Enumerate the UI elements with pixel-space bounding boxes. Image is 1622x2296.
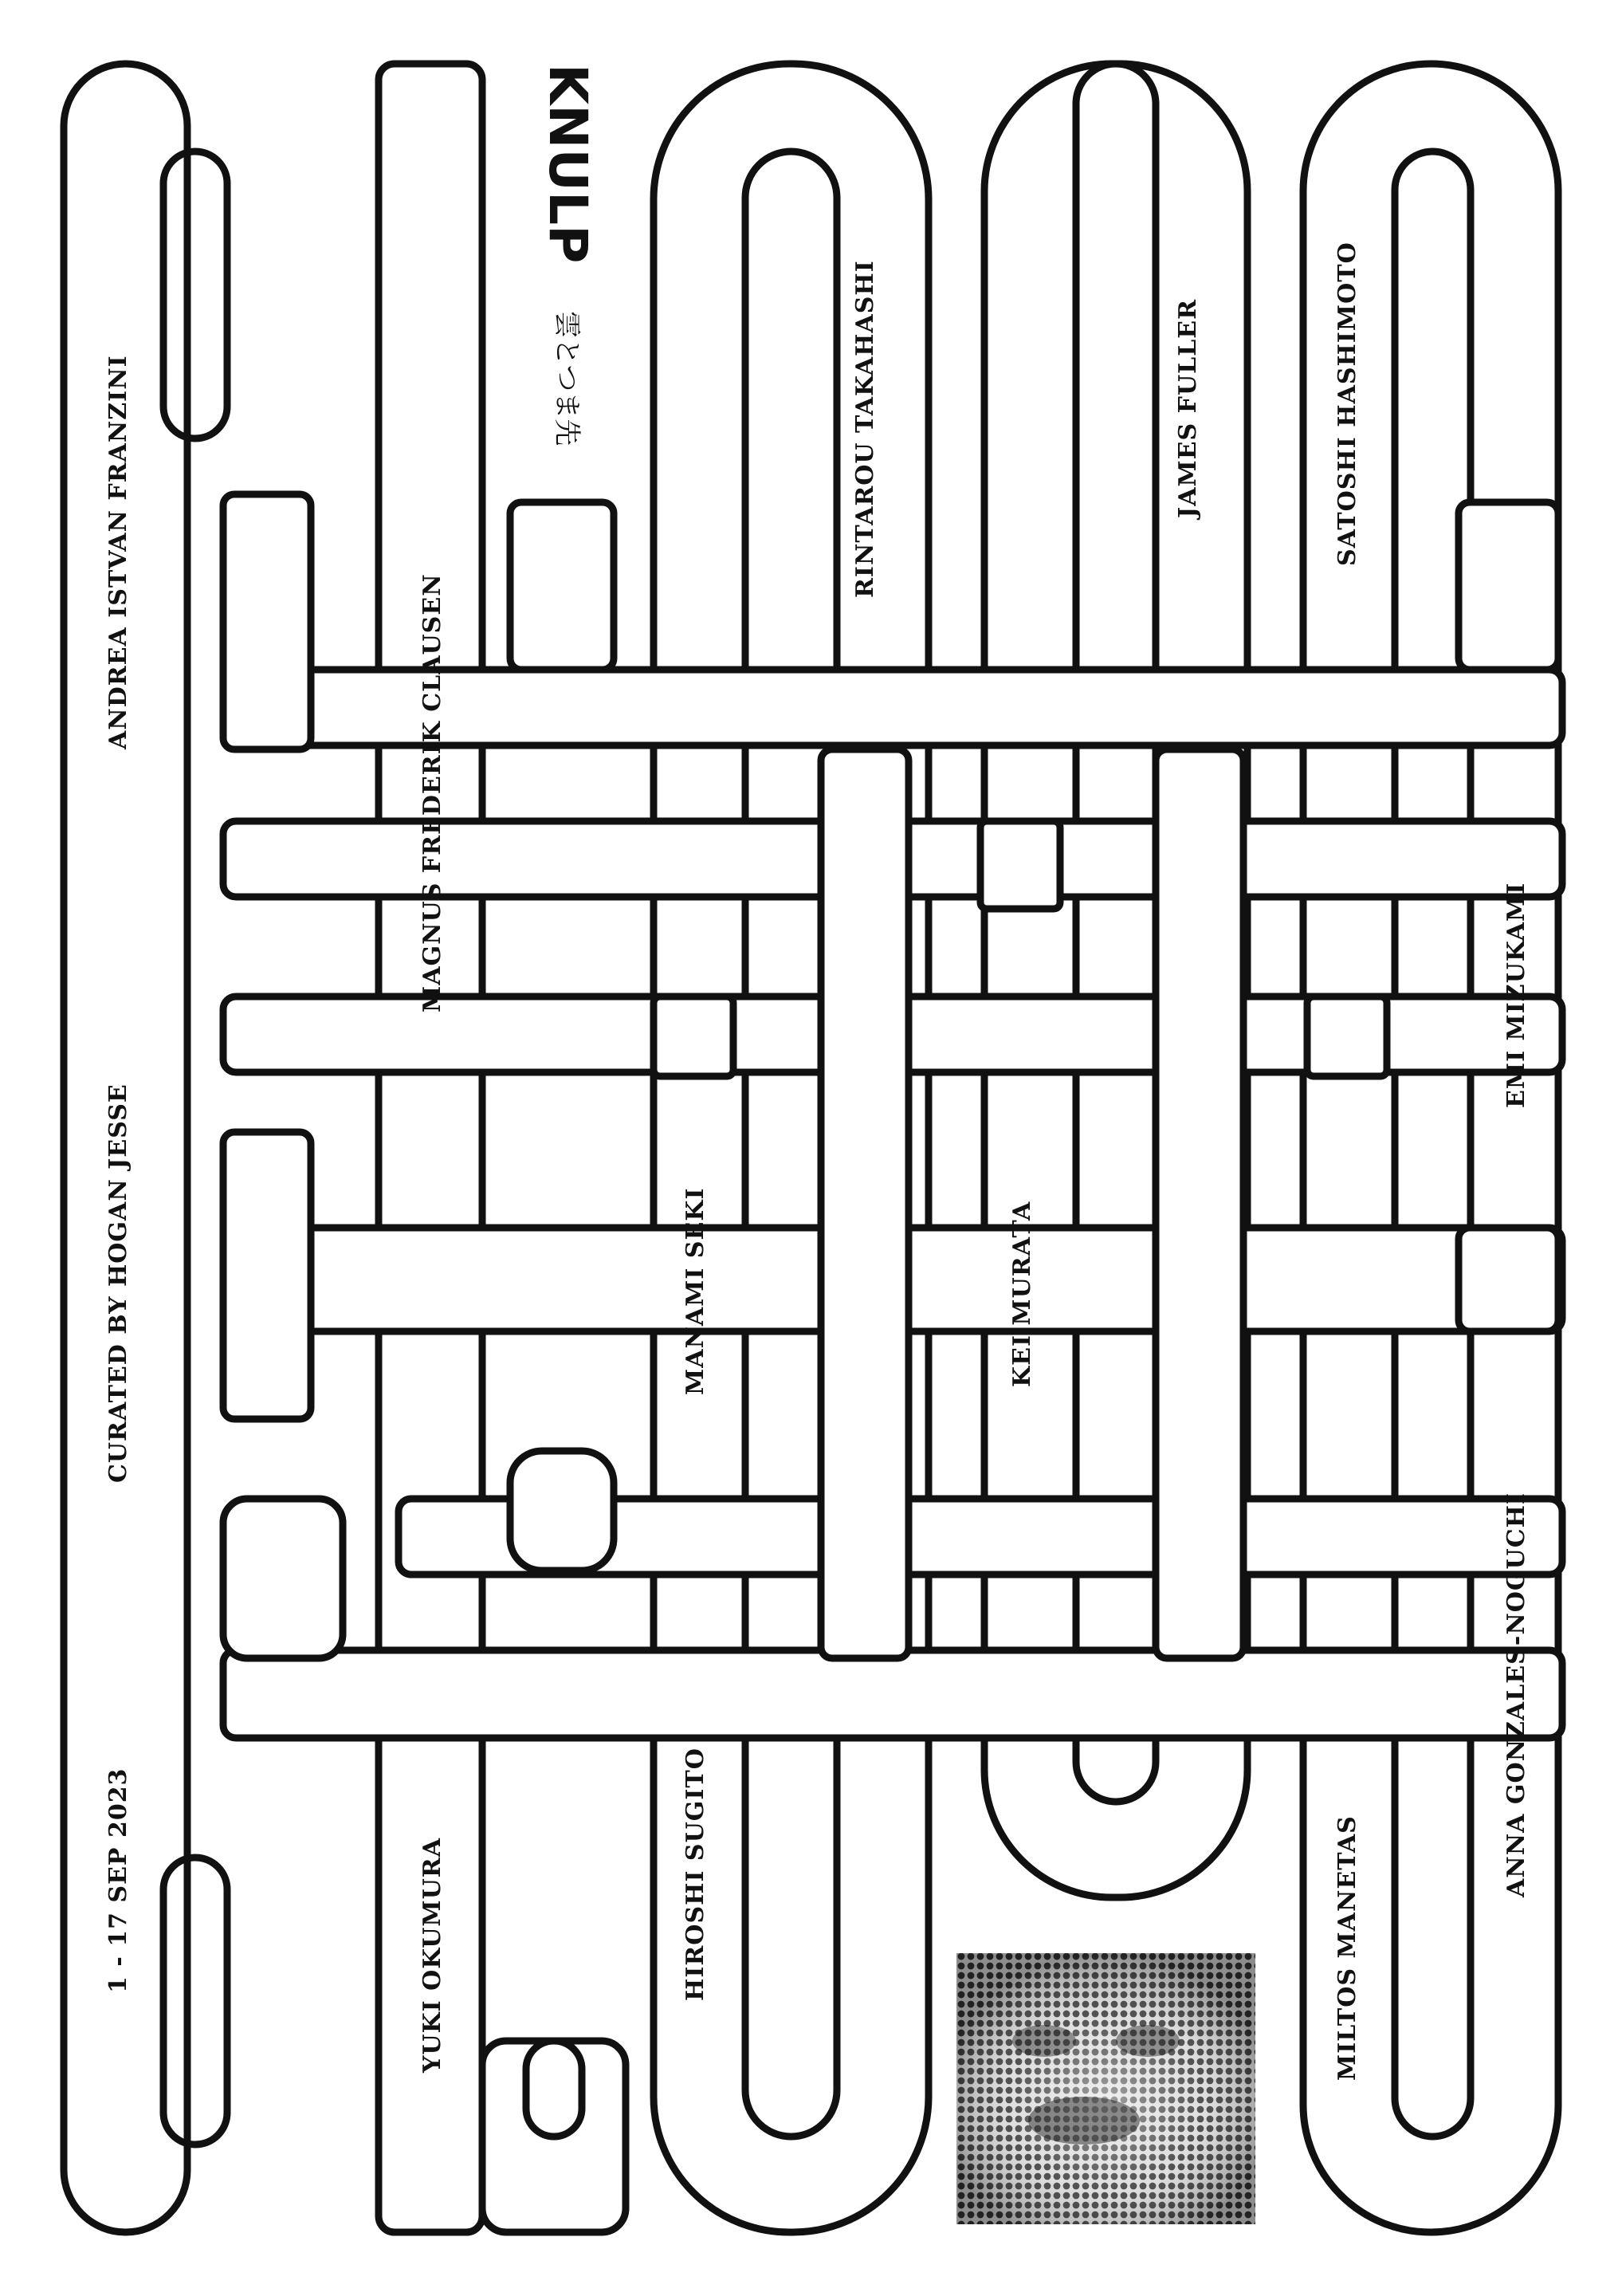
letter-l-outline [379, 64, 626, 2232]
japanese-title: 雲とつま先 [551, 311, 583, 446]
curator-credit: CURATED BY HOGAN JESSE [104, 1083, 132, 1483]
event-dates: 1 - 17 SEP 2023 [104, 1767, 132, 1993]
artist-name: YUKI OKUMURA [418, 1837, 446, 2073]
artist-name: SATOSHI HASHIMOTO [1333, 242, 1361, 566]
artist-name: ANNA GONZALES-NOGUCHI [1502, 1492, 1530, 1897]
artist-name: EMI MIZUKAMI [1502, 882, 1530, 1108]
artist-name: MANAMI SEKI [681, 1187, 709, 1395]
artist-name: ANDREA ISTVAN FRANZINI [104, 355, 132, 749]
halftone-portrait-image [956, 1953, 1255, 2224]
artist-name: MAGNUS FREDERIK CLAUSEN [418, 573, 446, 1012]
artist-name: RINTAROU TAKAHASHI [851, 260, 879, 598]
artist-name: MILTOS MANETAS [1333, 1815, 1361, 2081]
artist-name: JAMES FULLER [1174, 298, 1202, 518]
letter-c-outline [64, 64, 227, 2232]
artist-name: KEI MURATA [1008, 1201, 1036, 1387]
brand-logo: KNULP [537, 64, 599, 264]
artist-name: HIROSHI SUGITO [681, 1748, 709, 2001]
